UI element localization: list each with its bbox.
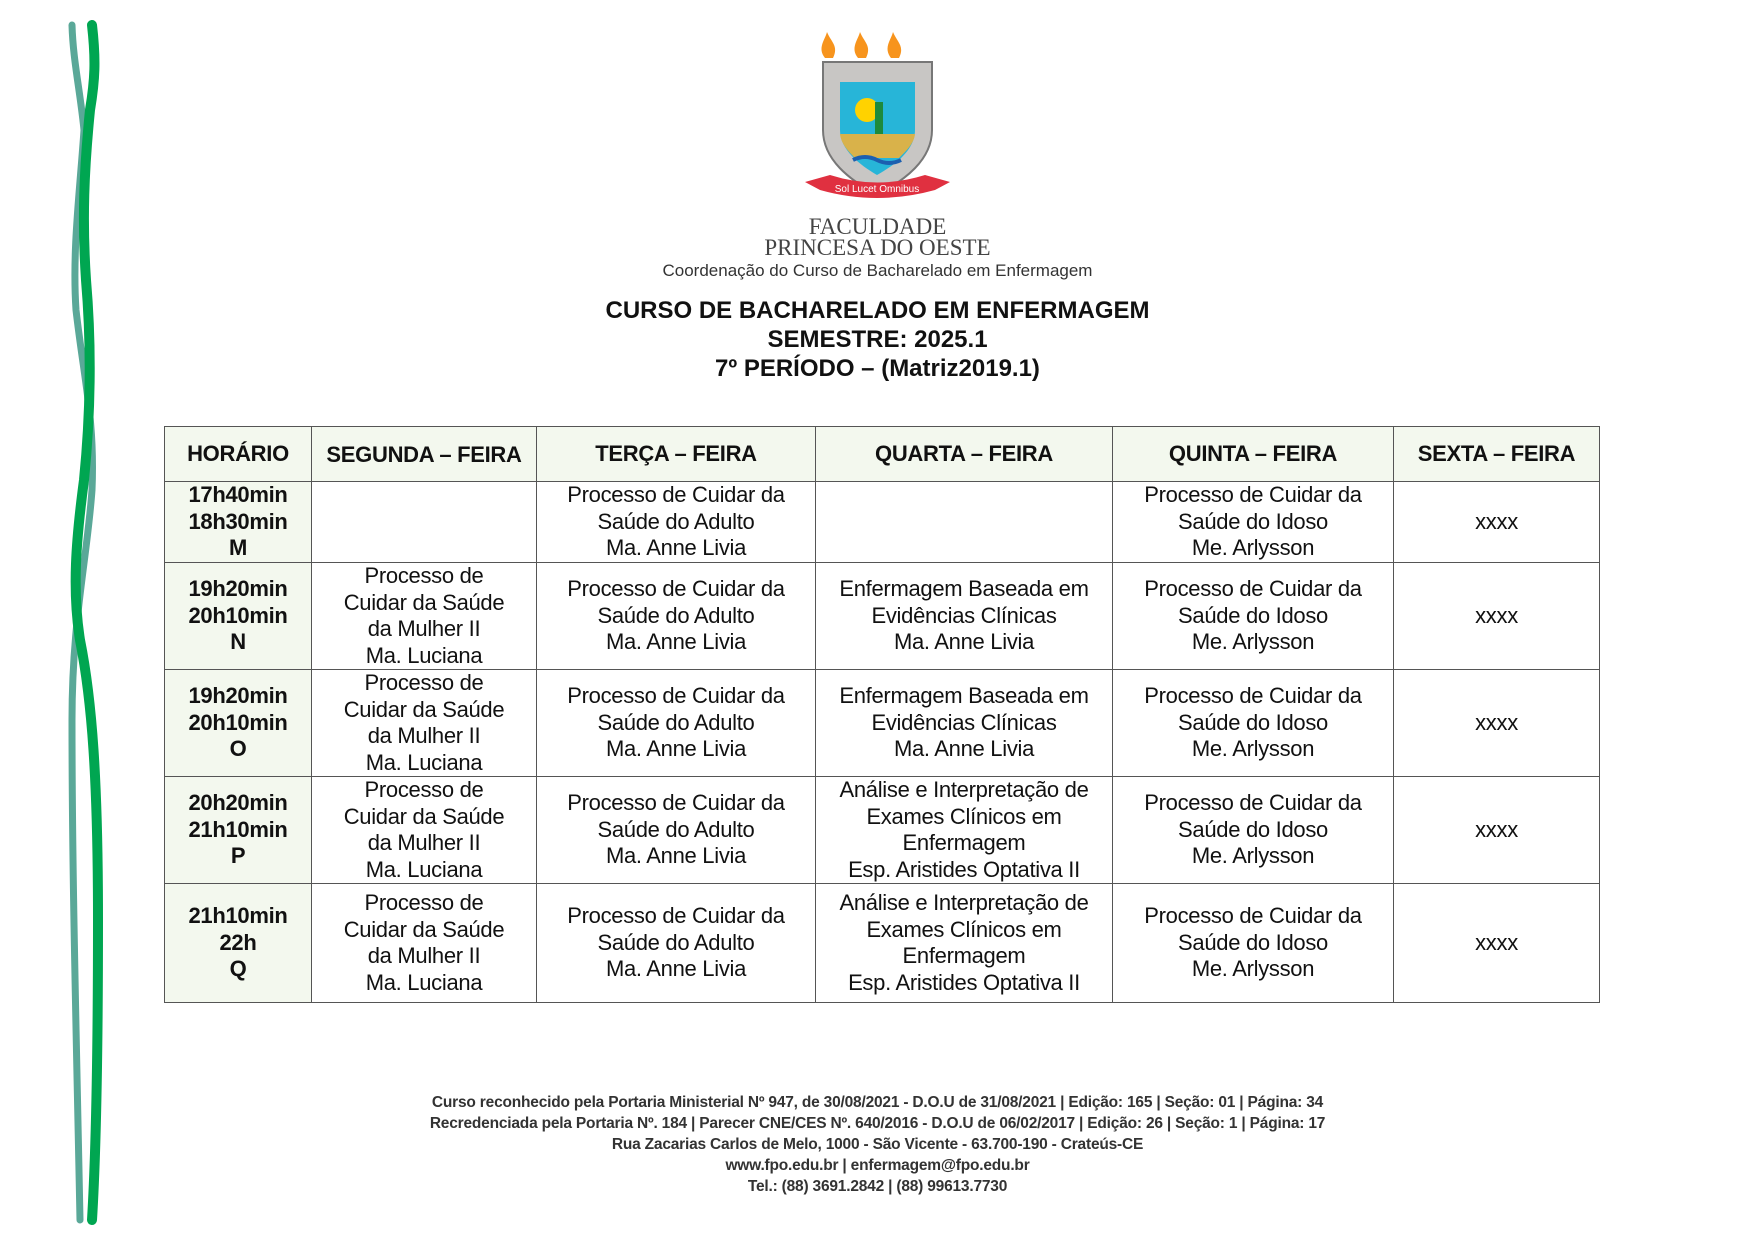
class-cell-sex bbox=[1394, 563, 1600, 670]
time-slot-line: 20h10min bbox=[188, 709, 288, 735]
motto-text: Sol Lucet Omnibus bbox=[834, 184, 920, 195]
class-cell-line: Cuidar da Saúde bbox=[343, 803, 505, 829]
time-slot-line: M bbox=[228, 535, 248, 561]
class-cell-ter bbox=[537, 482, 816, 563]
class-cell-sex bbox=[1394, 777, 1600, 884]
class-cell-line: Me. Arlysson bbox=[1191, 843, 1315, 869]
time-slot-line: 21h10min bbox=[188, 816, 288, 842]
time-slot-cell bbox=[165, 670, 312, 777]
class-cell-line: Cuidar da Saúde bbox=[343, 589, 505, 615]
class-cell-qui bbox=[1113, 563, 1394, 670]
class-cell-qui bbox=[1113, 482, 1394, 563]
column-header-seg: SEGUNDA – FEIRA bbox=[312, 427, 537, 482]
class-cell-line: xxxx bbox=[1475, 929, 1518, 955]
time-slot-line: N bbox=[230, 629, 246, 655]
schedule-table bbox=[164, 426, 1600, 1003]
class-cell-line: Ma. Anne Livia bbox=[605, 736, 747, 762]
time-slot-line: 18h30min bbox=[188, 508, 288, 534]
class-cell-line: Processo de bbox=[364, 890, 484, 915]
institution-name-line2: PRINCESA DO OESTE bbox=[764, 235, 991, 260]
class-cell-line: Enfermagem bbox=[902, 830, 1026, 855]
class-cell-line: Processo de bbox=[364, 670, 484, 695]
class-cell-line: Saúde do Idoso bbox=[1178, 602, 1328, 628]
semester-title: SEMESTRE: 2025.1 bbox=[767, 326, 988, 353]
class-cell-line: Evidências Clínicas bbox=[871, 602, 1057, 628]
time-slot-line: Q bbox=[229, 956, 247, 982]
time-slot-cell bbox=[165, 563, 312, 670]
class-cell-sex bbox=[1394, 670, 1600, 777]
class-cell-line: Exames Clínicos em bbox=[866, 803, 1062, 829]
class-cell-line: Ma. Anne Livia bbox=[893, 629, 1035, 655]
class-cell-seg bbox=[312, 563, 537, 670]
time-slot-cell bbox=[165, 482, 312, 563]
class-cell-line: Cuidar da Saúde bbox=[343, 916, 505, 942]
class-cell-line: Cuidar da Saúde bbox=[343, 696, 505, 722]
class-cell-line: da Mulher II bbox=[367, 723, 481, 748]
class-cell-line: xxxx bbox=[1475, 508, 1518, 534]
footer bbox=[0, 1092, 1755, 1197]
class-cell-qua bbox=[816, 884, 1113, 1003]
time-slot-line: 17h40min bbox=[188, 482, 288, 508]
class-cell-qui bbox=[1113, 777, 1394, 884]
column-header-qua: QUARTA – FEIRA bbox=[816, 427, 1113, 482]
class-cell-line: Saúde do Idoso bbox=[1178, 508, 1328, 534]
class-cell-line: Ma. Anne Livia bbox=[605, 629, 747, 655]
class-cell-qua bbox=[816, 482, 1113, 563]
class-cell-line: Evidências Clínicas bbox=[871, 709, 1057, 735]
class-cell-qui bbox=[1113, 670, 1394, 777]
class-cell-line: Saúde do Adulto bbox=[597, 929, 755, 955]
column-header-ter: TERÇA – FEIRA bbox=[537, 427, 816, 482]
class-cell-line: da Mulher II bbox=[367, 616, 481, 641]
class-cell-line: Saúde do Idoso bbox=[1178, 929, 1328, 955]
class-cell-line: Esp. Aristides Optativa II bbox=[848, 856, 1080, 882]
class-cell-line: Saúde do Adulto bbox=[597, 508, 755, 534]
class-cell-line: xxxx bbox=[1475, 709, 1518, 735]
footer-address: Rua Zacarias Carlos de Melo, 1000 - São Vicente - 63.700-190 - Crateús-CE bbox=[611, 1136, 1144, 1153]
footer-recognition: Curso reconhecido pela Portaria Ministerial Nº 947, de 30/08/2021 - D.O.U de 31/08/2021 | Edição: 165 | Seção: 01 | Página: 34 bbox=[431, 1094, 1324, 1111]
class-cell-qua bbox=[816, 563, 1113, 670]
class-cell-line: Enfermagem bbox=[902, 943, 1026, 968]
table-header-row bbox=[165, 427, 1600, 482]
course-title: CURSO DE BACHARELADO EM ENFERMAGEM bbox=[605, 297, 1150, 324]
time-slot-line: P bbox=[230, 843, 246, 869]
time-slot-line: 22h bbox=[219, 929, 257, 955]
class-cell-line: Saúde do Idoso bbox=[1178, 816, 1328, 842]
institution-name-line1: FACULDADE bbox=[808, 214, 947, 239]
time-slot-line: 21h10min bbox=[188, 903, 288, 929]
class-cell-line: Processo de bbox=[364, 563, 484, 588]
document-title-block bbox=[0, 296, 1755, 383]
period-title: 7º PERÍODO – (Matriz2019.1) bbox=[715, 355, 1040, 382]
class-cell-ter bbox=[537, 884, 816, 1003]
class-cell-seg bbox=[312, 884, 537, 1003]
class-cell-qua bbox=[816, 777, 1113, 884]
class-cell-line: Exames Clínicos em bbox=[866, 916, 1062, 942]
class-cell-line: Ma. Anne Livia bbox=[893, 736, 1035, 762]
table-row bbox=[165, 670, 1600, 777]
table-row bbox=[165, 777, 1600, 884]
class-cell-line: Ma. Luciana bbox=[365, 642, 483, 668]
class-cell-qui bbox=[1113, 884, 1394, 1003]
class-cell-line: Processo de Cuidar da bbox=[567, 683, 785, 709]
class-cell-seg bbox=[312, 482, 537, 563]
class-cell-line: Ma. Anne Livia bbox=[605, 843, 747, 869]
class-cell-line: Processo de Cuidar da bbox=[567, 790, 785, 816]
class-cell-line: Processo de Cuidar da bbox=[567, 482, 785, 508]
class-cell-ter bbox=[537, 777, 816, 884]
class-cell-line: Saúde do Adulto bbox=[597, 709, 755, 735]
class-cell-line: da Mulher II bbox=[367, 830, 481, 855]
time-slot-cell bbox=[165, 777, 312, 884]
class-cell-line: Enfermagem Baseada em bbox=[839, 683, 1089, 709]
table-row bbox=[165, 884, 1600, 1003]
footer-web-email: www.fpo.edu.br | enfermagem@fpo.edu.br bbox=[725, 1157, 1030, 1174]
class-cell-line: Saúde do Adulto bbox=[597, 602, 755, 628]
column-header-horario: HORÁRIO bbox=[165, 427, 312, 482]
class-cell-line: Me. Arlysson bbox=[1191, 736, 1315, 762]
class-cell-line: Ma. Luciana bbox=[365, 749, 483, 775]
time-slot-cell bbox=[165, 884, 312, 1003]
column-header-sex: SEXTA – FEIRA bbox=[1394, 427, 1600, 482]
class-cell-sex bbox=[1394, 884, 1600, 1003]
class-cell-line: Processo de bbox=[364, 777, 484, 802]
footer-accreditation: Recredenciada pela Portaria Nº. 184 | Parecer CNE/CES Nº. 640/2016 - D.O.U de 06/02/2017 | Edição: 26 | Seção: 1 | Página: 17 bbox=[429, 1115, 1326, 1132]
class-cell-line: Processo de Cuidar da bbox=[1144, 683, 1362, 709]
class-cell-line: Análise e Interpretação de bbox=[839, 890, 1089, 915]
class-cell-qua bbox=[816, 670, 1113, 777]
time-slot-line: O bbox=[229, 736, 247, 762]
class-cell-line: Me. Arlysson bbox=[1191, 535, 1315, 561]
class-cell-line: Ma. Anne Livia bbox=[605, 535, 747, 561]
class-cell-line: Saúde do Adulto bbox=[597, 816, 755, 842]
class-cell-line: xxxx bbox=[1475, 602, 1518, 628]
class-cell-line: Processo de Cuidar da bbox=[567, 576, 785, 602]
class-cell-line: Me. Arlysson bbox=[1191, 629, 1315, 655]
decorative-green-wave bbox=[40, 20, 140, 1240]
class-cell-line: Processo de Cuidar da bbox=[1144, 790, 1362, 816]
class-cell-seg bbox=[312, 670, 537, 777]
class-cell-line: xxxx bbox=[1475, 816, 1518, 842]
class-cell-line: Ma. Luciana bbox=[365, 969, 483, 995]
table-row bbox=[165, 482, 1600, 563]
class-cell-line: Processo de Cuidar da bbox=[1144, 482, 1362, 508]
class-cell-line: Análise e Interpretação de bbox=[839, 777, 1089, 802]
footer-phone: Tel.: (88) 3691.2842 | (88) 99613.7730 bbox=[747, 1178, 1008, 1195]
class-cell-line: Enfermagem Baseada em bbox=[839, 576, 1089, 602]
faculdade-crest-logo bbox=[795, 30, 960, 215]
class-cell-line: Me. Arlysson bbox=[1191, 956, 1315, 982]
class-cell-line: Processo de Cuidar da bbox=[567, 903, 785, 929]
class-cell-line: Ma. Luciana bbox=[365, 856, 483, 882]
column-header-qui: QUINTA – FEIRA bbox=[1113, 427, 1394, 482]
class-cell-seg bbox=[312, 777, 537, 884]
class-cell-line: da Mulher II bbox=[367, 943, 481, 968]
time-slot-line: 19h20min bbox=[188, 576, 288, 602]
class-cell-line: Esp. Aristides Optativa II bbox=[848, 969, 1080, 995]
class-cell-line: Processo de Cuidar da bbox=[1144, 903, 1362, 929]
time-slot-line: 20h20min bbox=[188, 790, 288, 816]
class-cell-line: Ma. Anne Livia bbox=[605, 956, 747, 982]
class-cell-ter bbox=[537, 670, 816, 777]
table-row bbox=[165, 563, 1600, 670]
time-slot-line: 19h20min bbox=[188, 683, 288, 709]
class-cell-sex bbox=[1394, 482, 1600, 563]
coordination-subtitle: Coordenação do Curso de Bacharelado em Enfermagem bbox=[662, 261, 1093, 280]
class-cell-line: Processo de Cuidar da bbox=[1144, 576, 1362, 602]
time-slot-line: 20h10min bbox=[188, 602, 288, 628]
torch-flames bbox=[822, 32, 902, 58]
class-cell-line: Saúde do Idoso bbox=[1178, 709, 1328, 735]
class-cell-ter bbox=[537, 563, 816, 670]
